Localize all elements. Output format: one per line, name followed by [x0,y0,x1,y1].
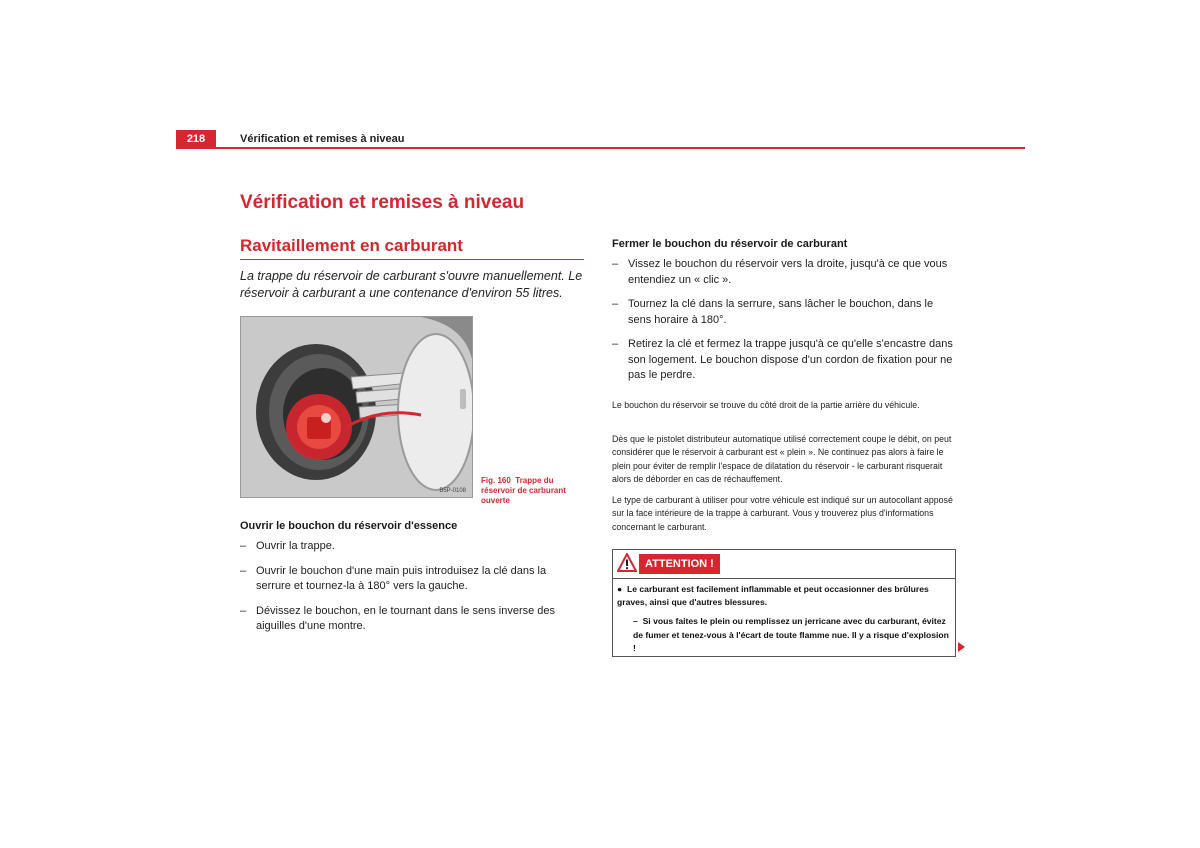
header-rule [176,147,1025,149]
bullet-icon: ● [617,584,627,594]
list-item: – Ouvrir la trappe. [240,540,335,552]
open-cap-steps [240,539,580,644]
list-item: – Ouvrir le bouchon d'une main puis introduisez la clé dans la serrure et tournez-la à 180° vers la gauche. [240,564,547,592]
warning-header [613,550,955,579]
section-rule [240,259,584,260]
section-title: Ravitaillement en carburant [240,236,463,255]
list-item: – Dévissez le bouchon, en le tournant dans le sens inverse des aiguilles d'une montre. [240,604,556,632]
running-header: Vérification et remises à niveau [240,133,405,145]
page-title: Vérification et remises à niveau [240,192,525,213]
figure-caption-text: Trappe du réservoir de carburant ouverte [481,476,566,505]
open-cap-heading: Ouvrir le bouchon du réservoir d'essence [240,520,458,532]
figure-code: B5P-0108 [439,488,466,494]
close-cap-steps [612,257,958,393]
page-number: 218 [176,130,216,149]
warning-bullet: ● Le carburant est facilement inflammable et peut occasionner des brûlures graves, ainsi que d'autres blessures. [617,584,929,607]
close-cap-heading: Fermer le bouchon du réservoir de carburant [612,238,848,250]
paragraph-full-tank: Dès que le pistolet distributeur automatique utilisé correctement coupe le débit, on peut considérer que le réservoir à carburant est « plein ». Ne continuez pas alors à faire le plein pour éviter de remplir l'espace de dilatation du réservoir - le carburant risquerait alors de déborder en cas de réchauffement. [612,434,952,485]
continue-arrow-icon [958,642,965,652]
warning-title: ATTENTION ! [639,554,720,574]
section-intro: La trappe du réservoir de carburant s'ouvre manuellement. Le réservoir à carburant a une contenance d'environ 55 litres. [240,269,583,300]
figure-number: Fig. 160 [481,476,511,485]
paragraph-fuel-type: Le type de carburant à utiliser pour votre véhicule est indiqué sur un autocollant apposé sur la face intérieure de la trappe à carburant. Vous y trouverez plus d'informations concernant le carburant. [612,495,953,532]
paragraph-location: Le bouchon du réservoir se trouve du côté droit de la partie arrière du véhicule. [612,400,920,410]
warning-triangle-icon [617,553,637,573]
list-item: – Retirez la clé et fermez la trappe jusqu'à ce qu'elle s'encastre dans son logement. Le bouchon dispose d'un cordon de fixation pour ne pas le perdre. [612,338,953,381]
warning-sub-item: – Si vous faites le plein ou remplissez un jerricane avec du carburant, évitez de fumer et tenez-vous à l'écart de toute flamme nue. Il y a risque d'explosion ! [633,616,949,653]
fuel-flap-illustration [241,317,473,498]
warning-box [612,549,956,657]
figure-caption [481,476,581,506]
list-item: – Vissez le bouchon du réservoir vers la droite, jusqu'à ce que vous entendiez un « clic ». [612,258,948,286]
list-item: – Tournez la clé dans la serrure, sans lâcher le bouchon, dans le sens horaire à 180°. [612,298,934,326]
fuel-flap-figure [240,316,473,498]
